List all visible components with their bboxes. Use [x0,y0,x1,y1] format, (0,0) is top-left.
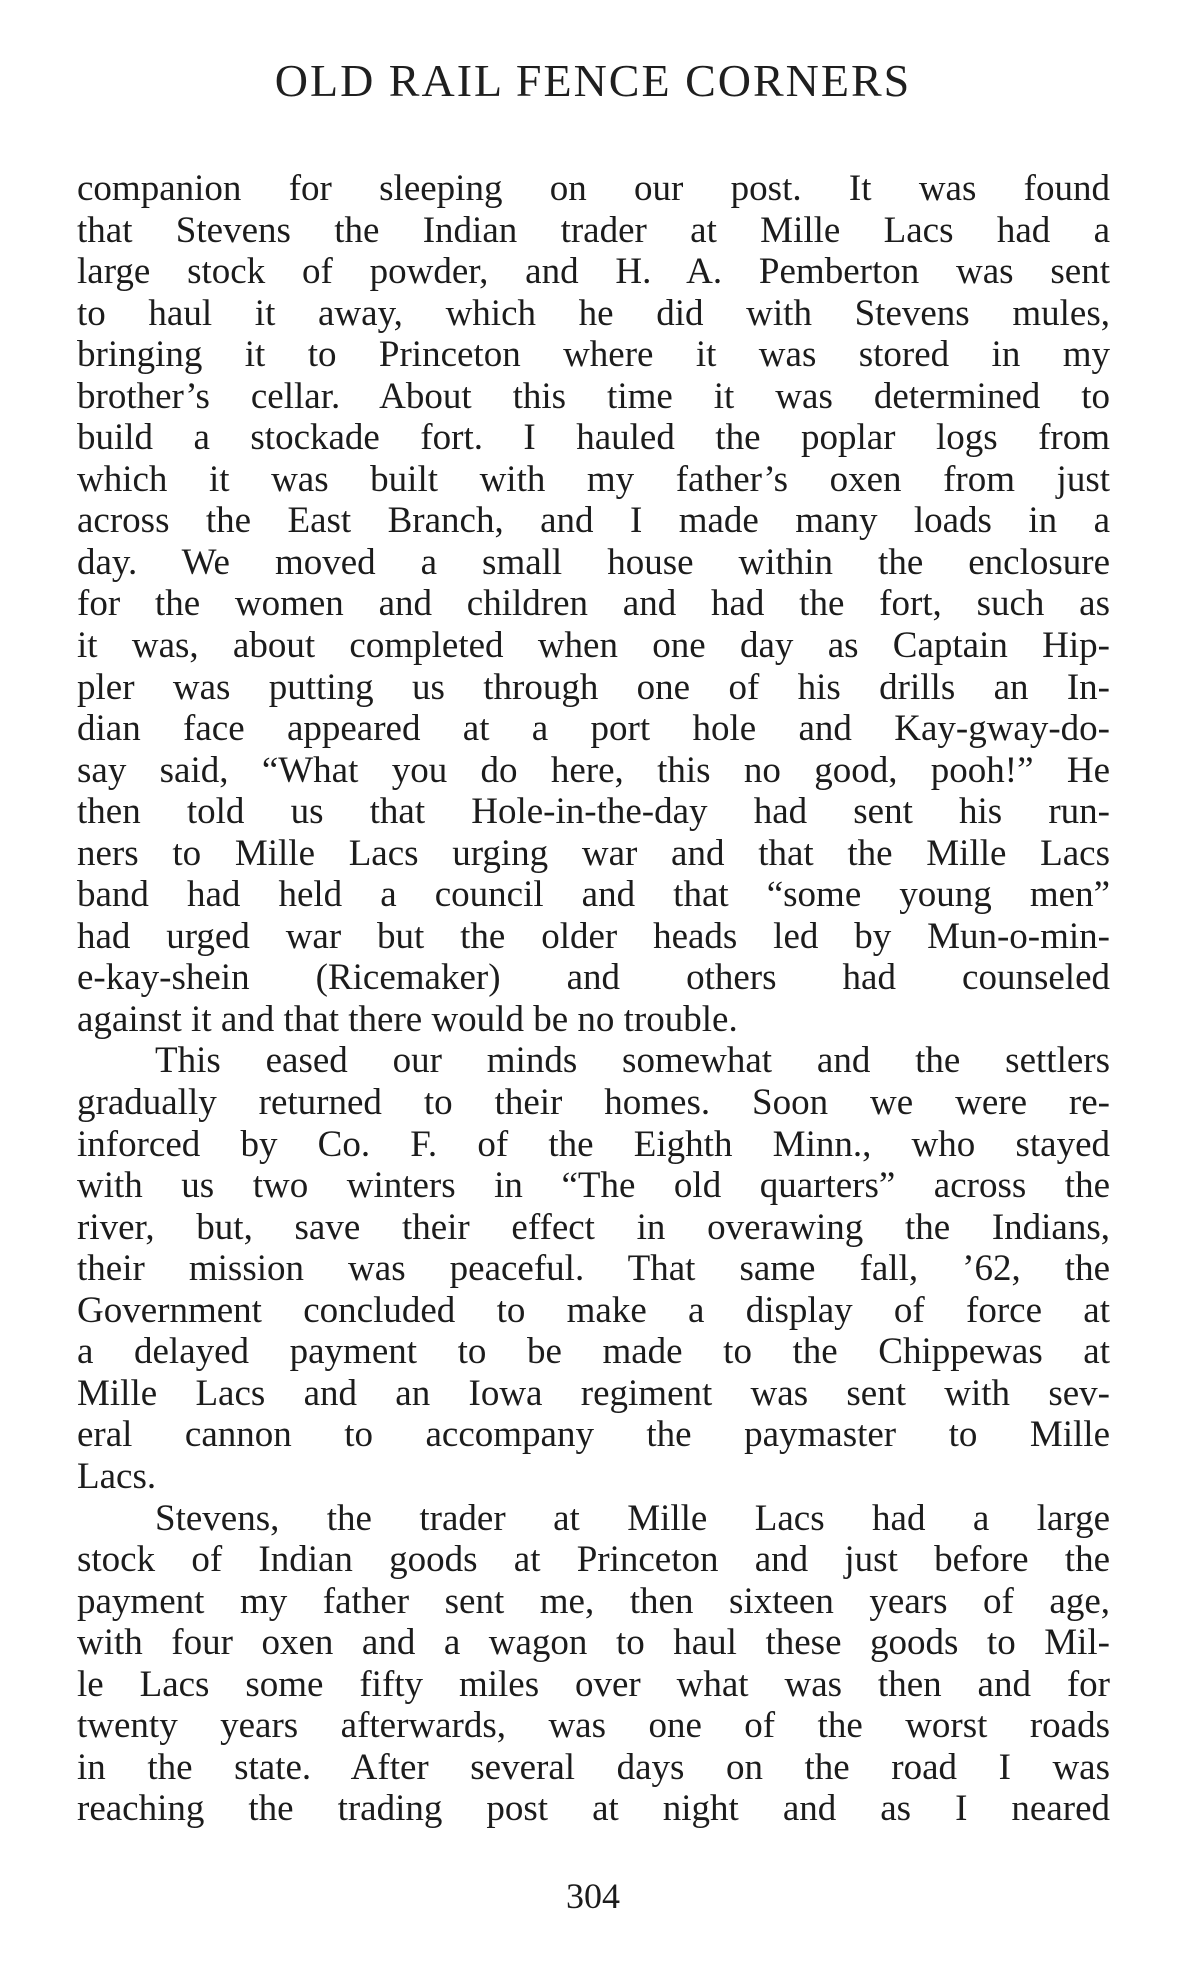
text-line: for the women and children and had the fort, such as [77,583,1110,625]
text-line: gradually returned to their homes. Soon we were re- [77,1082,1110,1124]
text-line: against it and that there would be no trouble. [77,998,738,1040]
text-line: that Stevens the Indian trader at Mille Lacs had a [77,209,1110,251]
text-line: across the East Branch, and I made many loads in a [77,500,1110,542]
text-line: to haul it away, which he did with Stevens mules, [77,292,1110,334]
paragraph [77,1498,1110,1830]
text-line: their mission was peaceful. That same fall, ’62, the [77,1248,1110,1290]
text-line: in the state. After several days on the road I was [77,1746,1110,1788]
text-line: bringing it to Princeton where it was stored in my [77,334,1110,376]
text-line: a delayed payment to be made to the Chippewas at [77,1331,1110,1373]
text-line: brother’s cellar. About this time it was determined to [77,375,1110,417]
text-line: with us two winters in “The old quarters” across the [77,1165,1110,1207]
text-line: companion for sleeping on our post. It was found [77,168,1110,209]
text-line: reaching the trading post at night and as I neared [77,1788,1110,1830]
body-text [77,168,1110,1830]
text-line: le Lacs some fifty miles over what was then and for [77,1663,1110,1705]
text-line: say said, “What you do here, this no good, pooh!” He [77,749,1110,791]
text-line: day. We moved a small house within the enclosure [77,541,1110,583]
text-line: Lacs. [77,1455,157,1497]
text-line: with four oxen and a wagon to haul these goods to Mil- [77,1622,1110,1664]
text-line: Mille Lacs and an Iowa regiment was sent with sev- [77,1372,1110,1414]
text-line: Stevens, the trader at Mille Lacs had a large [155,1497,1110,1539]
text-line: stock of Indian goods at Princeton and just before the [77,1539,1110,1581]
text-line: Government concluded to make a display of force at [77,1289,1110,1331]
text-line: river, but, save their effect in overawing the Indians, [77,1206,1110,1248]
text-line: build a stockade fort. I hauled the poplar logs from [77,417,1110,459]
text-line: inforced by Co. F. of the Eighth Minn., who stayed [77,1123,1110,1165]
text-line: This eased our minds somewhat and the settlers [155,1040,1110,1082]
text-line: pler was putting us through one of his drills an In- [77,666,1110,708]
text-line: which it was built with my father’s oxen from just [77,458,1110,500]
text-line: payment my father sent me, then sixteen years of age, [77,1580,1110,1622]
text-line: ners to Mille Lacs urging war and that the Mille Lacs [77,832,1110,874]
text-line: dian face appeared at a port hole and Kay-gway-do- [77,708,1110,750]
paragraph [77,1040,1110,1497]
text-line: large stock of powder, and H. A. Pemberton was sent [77,251,1110,293]
text-line: it was, about completed when one day as Captain Hip- [77,625,1110,667]
text-line: e-kay-shein (Ricemaker) and others had counseled [77,957,1110,999]
text-line: had urged war but the older heads led by Mun-o-min- [77,915,1110,957]
page-number: 304 [566,1876,620,1916]
text-line: then told us that Hole-in-the-day had sent his run- [77,791,1110,833]
text-line: band had held a council and that “some young men” [77,874,1110,916]
text-line: eral cannon to accompany the paymaster to Mille [77,1414,1110,1456]
running-head: OLD RAIL FENCE CORNERS [274,55,912,106]
text-line: twenty years afterwards, was one of the worst roads [77,1705,1110,1747]
paragraph [77,168,1110,1040]
